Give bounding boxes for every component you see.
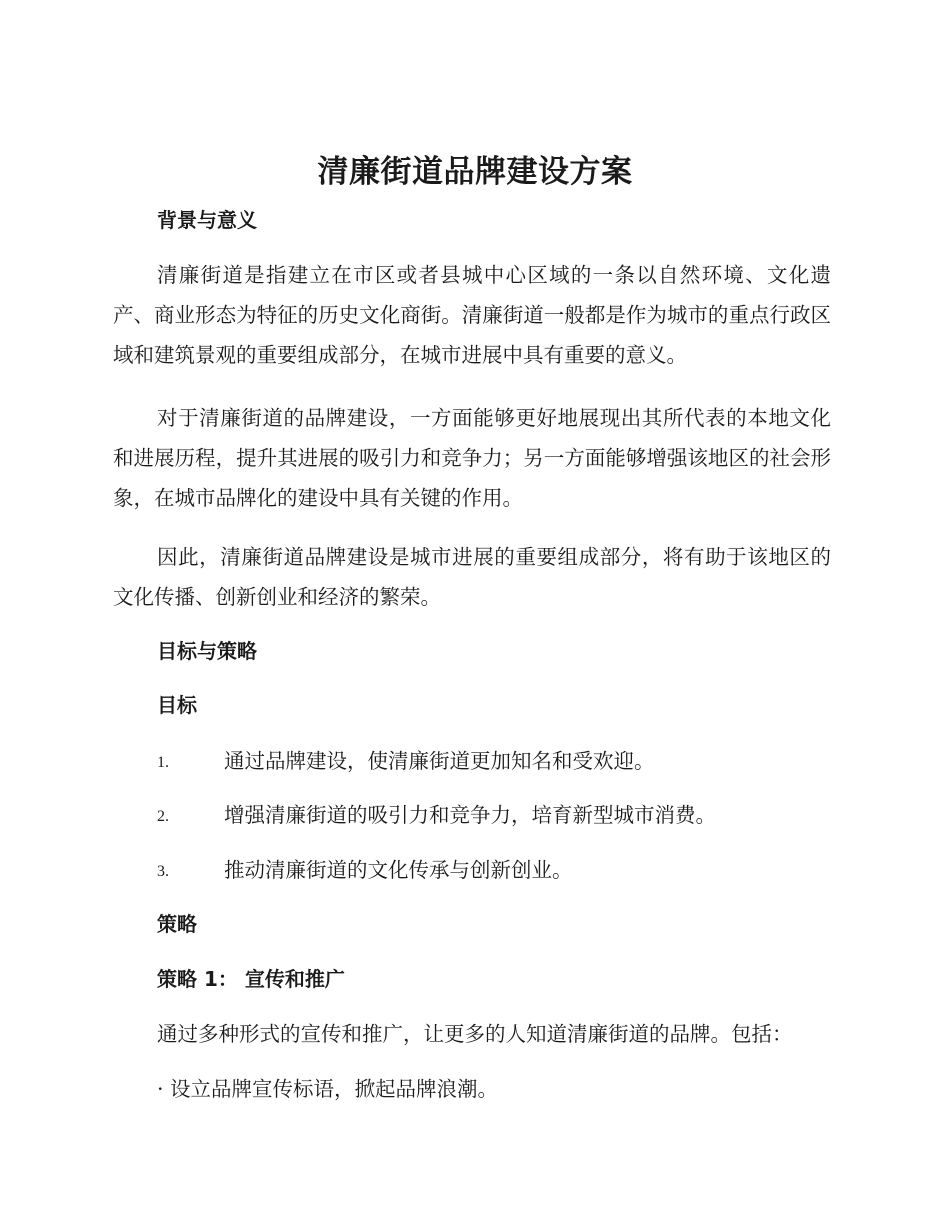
strategy-1-intro: 通过多种形式的宣传和推广，让更多的人知道清廉街道的品牌。包括： — [157, 1022, 793, 1046]
list-number: 1. — [157, 754, 169, 771]
list-text: 通过品牌建设，使清廉街道更加知名和受欢迎。 — [224, 749, 655, 773]
strategy-1-heading: 策略 1： 宣传和推广 — [157, 967, 345, 991]
section-heading-goals-strategy: 目标与策略 — [157, 639, 257, 663]
list-number: 2. — [157, 808, 169, 825]
paragraph-3: 因此，清廉街道品牌建设是城市进展的重要组成部分，将有助于该地区的文化传播、创新创业和经济的繁荣。 — [113, 545, 831, 609]
document-title: 清廉街道品牌建设方案 — [317, 154, 633, 190]
list-number: 3. — [157, 863, 169, 880]
paragraph-2: 对于清廉街道的品牌建设，一方面能够更好地展现出其所代表的本地文化和进展历程，提升其进展的吸引力和竞争力；另一方面能够增强该地区的社会形象，在城市品牌化的建设中具有关键的作用。 — [113, 406, 831, 510]
bullet-item: · 设立品牌宣传标语，掀起品牌浪潮。 — [157, 1077, 499, 1101]
subheading-strategy: 策略 — [157, 912, 197, 936]
list-text: 推动清廉街道的文化传承与创新创业。 — [224, 858, 573, 882]
section-heading-background: 背景与意义 — [157, 208, 257, 232]
list-text: 增强清廉街道的吸引力和竞争力，培育新型城市消费。 — [224, 803, 716, 827]
paragraph-1: 清廉街道是指建立在市区或者县城中心区域的一条以自然环境、文化遗产、商业形态为特征的历史文化商街。清廉街道一般都是作为城市的重点行政区域和建筑景观的重要组成部分，在城市进展中具有重要的意义。 — [113, 263, 831, 367]
subheading-goals: 目标 — [157, 693, 197, 717]
